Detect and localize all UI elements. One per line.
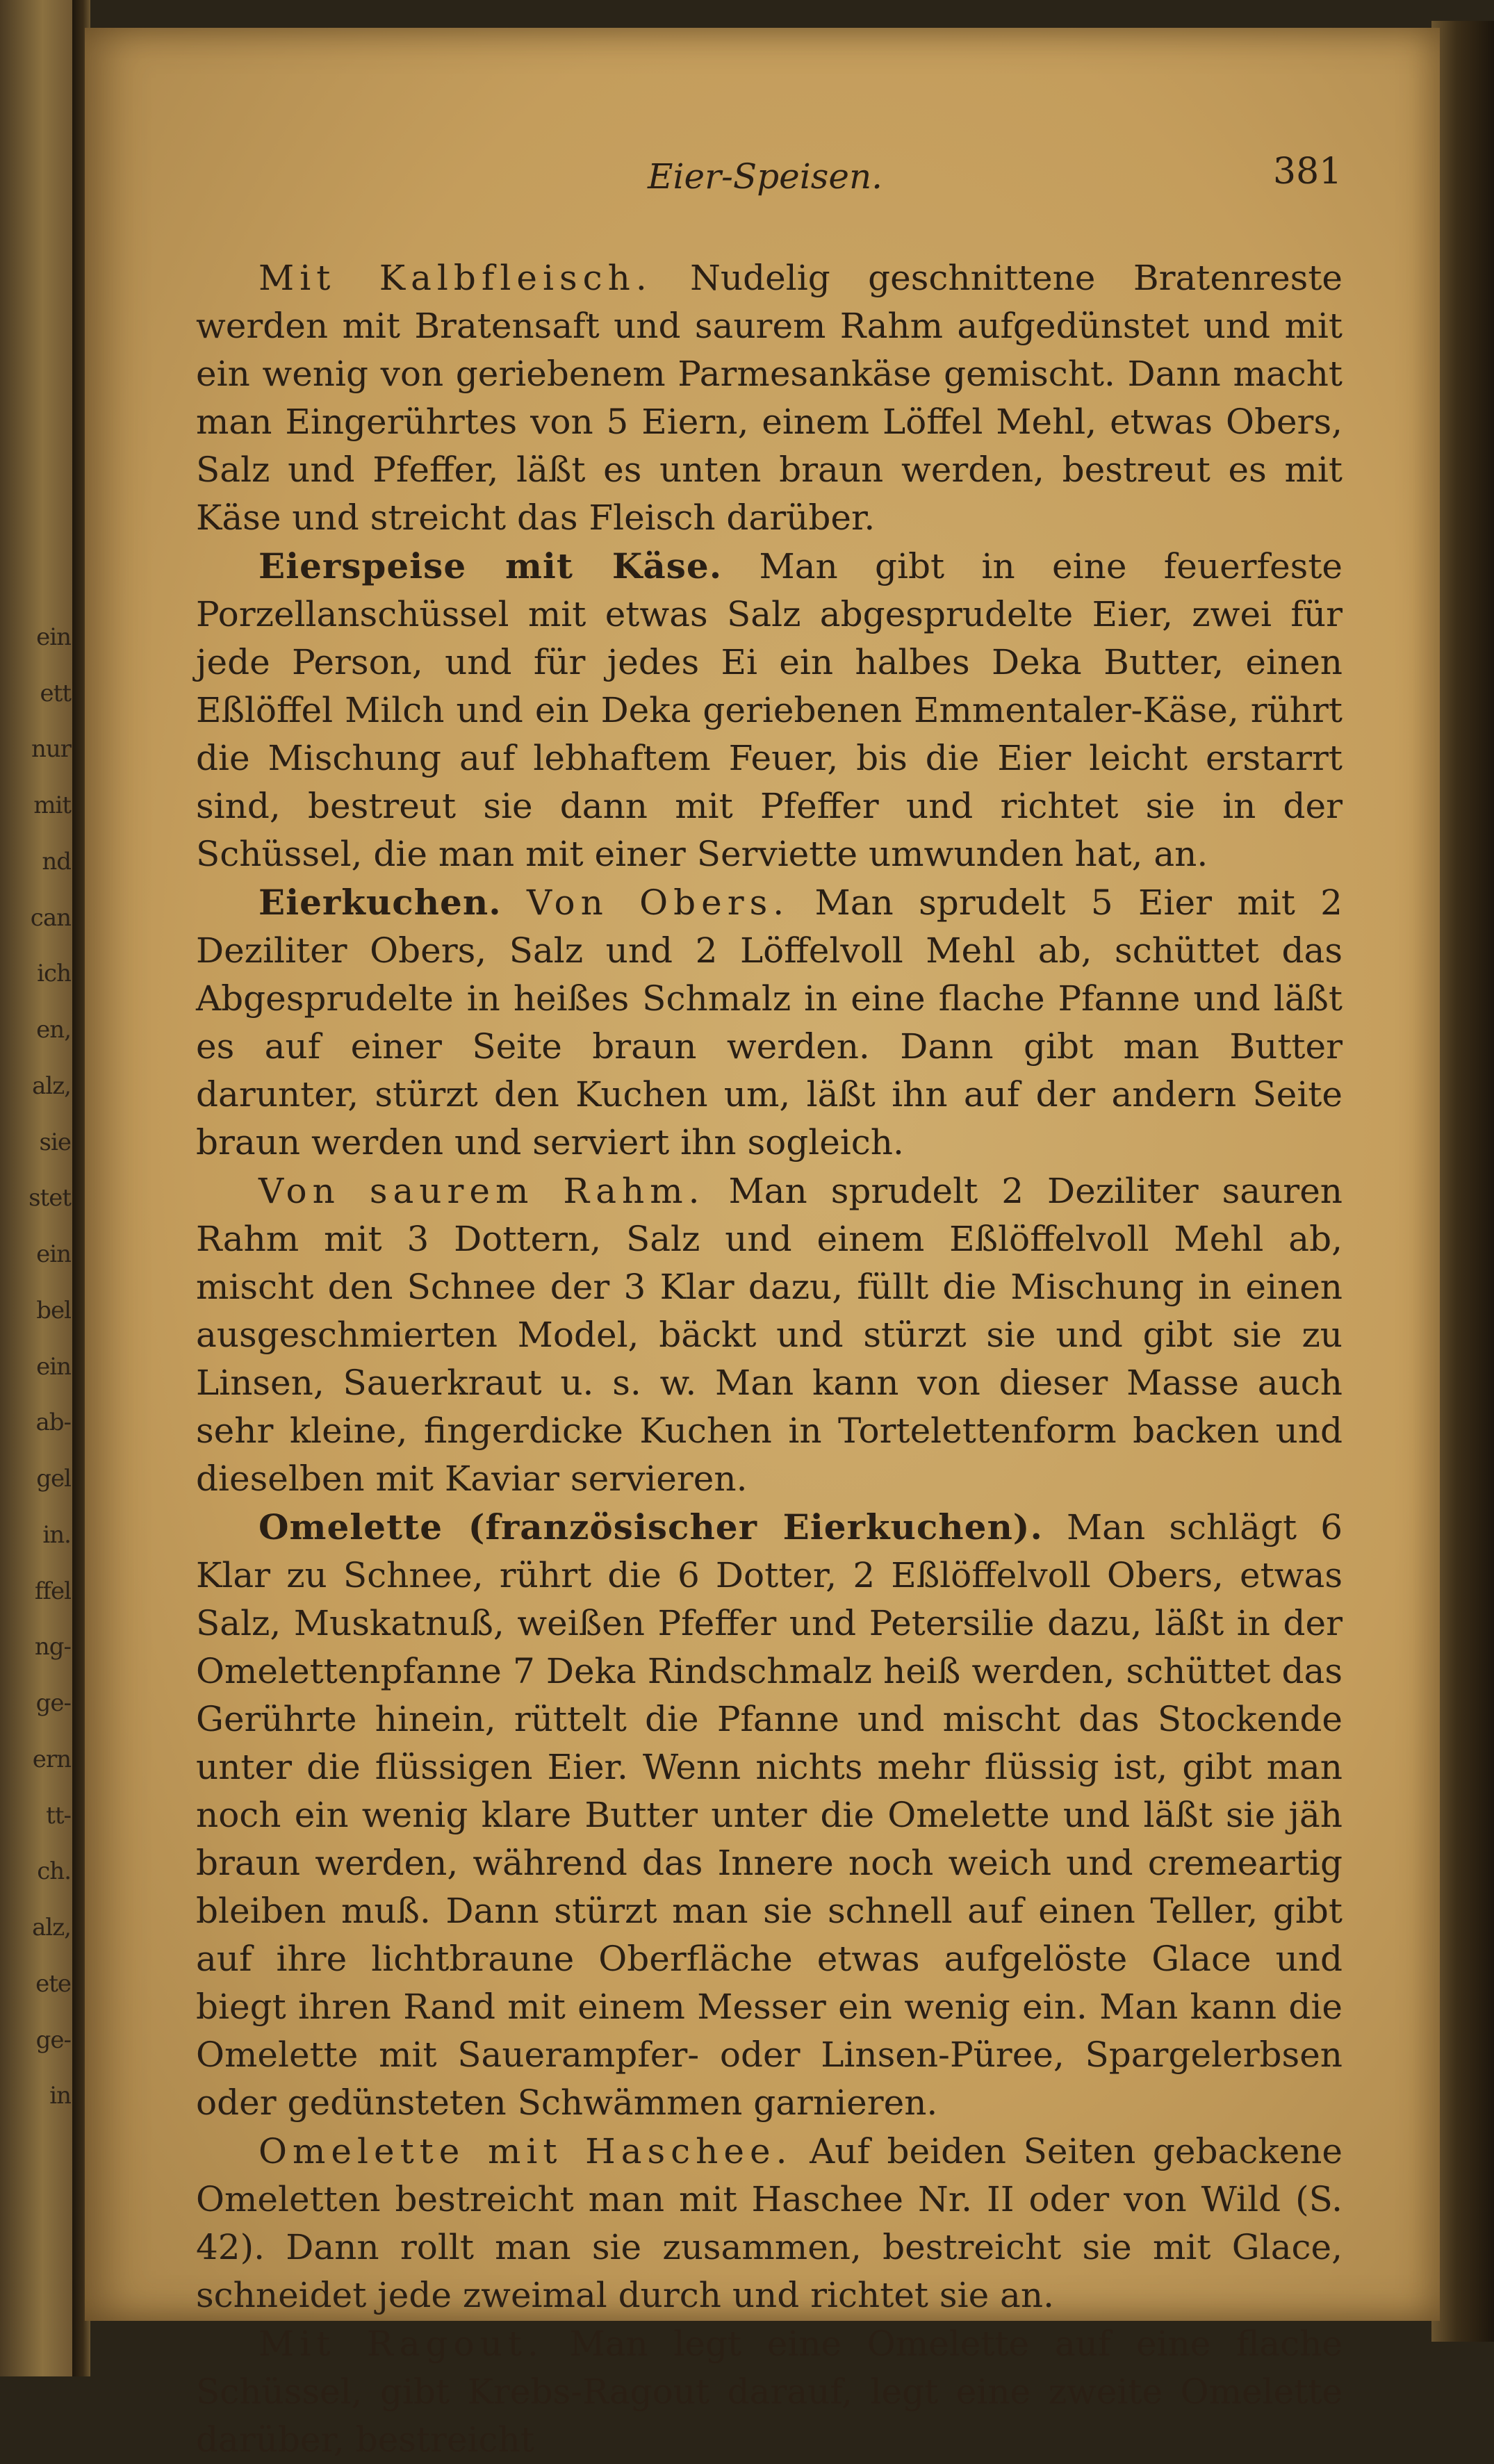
paragraph-omelette-mit-haschee — [196, 2127, 1343, 2319]
body-text — [196, 254, 1343, 2464]
paragraph-omelette — [196, 1503, 1343, 2127]
left-page-fragment: ng- — [34, 1633, 71, 1661]
paragraph-rubric: Eierkuchen. — [258, 882, 502, 923]
left-page-fragment: stet — [28, 1184, 71, 1212]
left-page-fragment: in. — [42, 1521, 71, 1549]
page-header — [85, 151, 1440, 205]
left-page-fragment: nur — [31, 735, 71, 763]
left-page-fragments — [0, 625, 78, 2154]
left-page-fragment: ge- — [35, 1689, 71, 1717]
page-number: 381 — [1273, 151, 1343, 192]
left-page-fragment: ab- — [35, 1408, 71, 1436]
left-page-fragment: can — [30, 904, 71, 932]
paragraph-text: Auf beiden Seiten gebackene Omeletten bestreicht man mit Haschee Nr. II oder von Wild (S. 42). Dann rollt man sie zusammen, bestreicht sie mit Glace, schneidet jede zweimal durch und richtet sie an. — [196, 2131, 1343, 2315]
left-page-fragment: ete — [35, 1970, 71, 1998]
paragraph-text: Man sprudelt 5 Eier mit 2 Deziliter Obers, Salz und 2 Löffelvoll Mehl ab, schüttet das Abgesprudelte in heißes Schmalz in eine flache Pfanne und läßt es auf einer Seite braun werden. Dann gibt man Butter darunter, stürzt den Kuchen um, läßt ihn auf der andern Seite braun werden und serviert ihn sogleich. — [196, 882, 1343, 1163]
paragraph-text: Man schlägt 6 Klar zu Schnee, rührt die 6 Dotter, 2 Eßlöffelvoll Obers, etwas Salz, Muskatnuß, weißen Pfeffer und Petersilie dazu, läßt in der Omelettenpfanne 7 Deka Rindschmalz heiß werden, schüttet das Gerührte hinein, rüttelt die Pfanne und mischt das Stockende unter die flüssigen Eier. Wenn nichts mehr flüssig ist, gibt man noch ein wenig klare Butter unter die Omelette und läßt sie jäh braun werden, während das Innere noch weich und cremeartig bleiben muß. Dann stürzt man sie schnell auf einen Teller, gibt auf ihre lichtbraune Oberfläche etwas aufgelöste Glace und biegt ihren Rand mit einem Messer ein wenig ein. Man kann die Omelette mit Sauerampfer- oder Linsen-Püree, Spargelerbsen oder gedünsteten Schwämmen garnieren. — [196, 1507, 1343, 2123]
left-page-fragment: ffel — [34, 1577, 71, 1605]
left-page-fragment: ein — [36, 623, 71, 651]
paragraph-text: Man sprudelt 2 Deziliter sauren Rahm mit 3 Dottern, Salz und einem Eßlöffelvoll Mehl ab, mischt den Schnee der 3 Klar dazu, füllt die Mischung in einen ausgeschmierten Model, bäckt und stürzt sie und gibt sie zu Linsen, Sauerkraut u. s. w. Man kann von dieser Masse auch sehr kleine, fingerdicke Kuchen in Tortelettenform backen und dieselben mit Kaviar servieren. — [196, 1171, 1343, 1499]
paragraph-mit-kalbfleisch — [196, 254, 1343, 542]
paragraph-eierkuchen — [196, 878, 1343, 1167]
page — [85, 28, 1440, 2460]
paragraph-lead: Omelette mit Haschee. — [258, 2131, 793, 2171]
paragraph-mit-ragout — [196, 2319, 1343, 2464]
right-page-edge — [1431, 21, 1494, 2342]
left-page-fragment: sie — [39, 1128, 71, 1156]
left-page-fragment: ch. — [37, 1857, 71, 1885]
left-page-fragment: tt- — [46, 1802, 71, 1830]
left-page-fragment: mit — [33, 791, 71, 819]
left-page-fragment: ein — [36, 1240, 71, 1268]
left-page-fragment: ich — [37, 960, 71, 987]
paragraph-lead: Mit Kalbfleisch. — [258, 258, 652, 298]
paragraph-rubric: Eierspeise mit Käse. — [258, 545, 723, 586]
left-page-fragment: alz, — [32, 1072, 71, 1100]
left-page-fragment: alz, — [32, 1914, 71, 1941]
paragraph-text: Nudelig geschnittene Bratenreste werden mit Bratensaft und saurem Rahm aufgedünstet und mit ein wenig von geriebenem Parmesankäse gemischt. Dann macht man Eingerührtes von 5 Eiern, einem Löffel Mehl, etwas Obers, Salz und Pfeffer, läßt es unten braun werden, bestreut es mit Käse und streicht das Fleisch darüber. — [196, 258, 1343, 538]
left-page-fragment: nd — [42, 848, 71, 876]
left-page-fragment: bel — [36, 1297, 71, 1324]
paragraph-rubric: Omelette (französischer Eierkuchen). — [258, 1506, 1043, 1547]
left-page-fragment: in — [49, 2082, 71, 2110]
paragraph-text: Man gibt in eine feuerfeste Porzellanschüssel mit etwas Salz abgesprudelte Eier, zwei für jede Person, und für jedes Ei ein halbes Deka Butter, einen Eßlöffel Milch und ein Deka geriebenen Emmentaler-Käse, rührt die Mischung auf lebhaftem Feuer, bis die Eier leicht erstarrt sind, bestreut sie dann mit Pfeffer und richtet sie in der Schüssel, die man mit einer Serviette umwunden hat, an. — [196, 546, 1343, 874]
left-page-fragment: ett — [40, 680, 71, 707]
left-page-fragment: ge- — [35, 2026, 71, 2054]
paragraph-von-saurem-rahm — [196, 1167, 1343, 1503]
paragraph-lead: Von Obers. — [526, 882, 790, 923]
paragraph-lead: Von saurem Rahm. — [258, 1171, 705, 1211]
left-page-fragment: gel — [36, 1465, 71, 1493]
left-page-fragment: en, — [36, 1016, 71, 1044]
paragraph-lead: Mit Ragout. — [258, 2324, 544, 2364]
paragraph-text: Man legt eine Omelette auf eine flache Schüssel, gibt Krebs-Ragout darauf, legt eine zweite Omelette darüber, bestreicht — [196, 2324, 1343, 2460]
left-page-fragment: ern — [32, 1746, 71, 1773]
paragraph-eierspeise-mit-kaese — [196, 542, 1343, 878]
left-page-fragment: ein — [36, 1353, 71, 1381]
running-head: Eier-Speisen. — [648, 156, 883, 197]
